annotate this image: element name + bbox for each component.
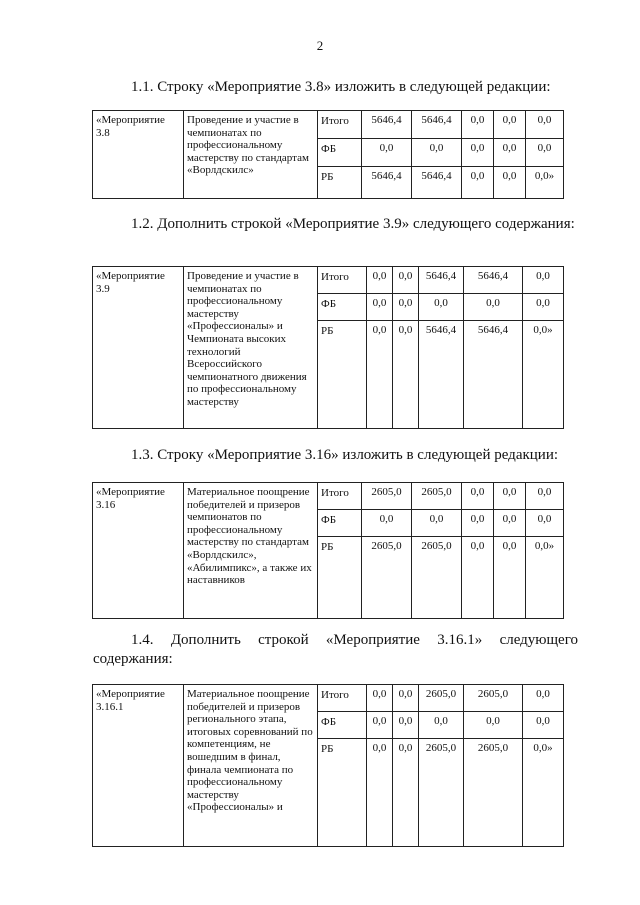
description-cell: Проведение и участие в чемпионатах по профессиональному мастерству по стандартам «Ворлдскилс»: [184, 111, 318, 199]
value-cell: 0,0»: [523, 321, 564, 429]
value-cell: 0,0: [462, 537, 494, 619]
value-cell: 5646,4: [464, 321, 523, 429]
value-cell: 0,0: [412, 510, 462, 537]
table-3-8: [92, 110, 564, 199]
value-cell: 0,0: [523, 267, 564, 294]
value-cell: 0,0: [462, 111, 494, 139]
value-cell: 5646,4: [362, 166, 412, 198]
value-cell: 0,0: [464, 294, 523, 321]
value-cell: 5646,4: [419, 267, 464, 294]
table-3-9: [92, 266, 564, 429]
source-cell: Итого: [318, 111, 362, 139]
value-cell: 0,0: [393, 739, 419, 847]
value-cell: 2605,0: [464, 739, 523, 847]
page-number: 2: [316, 38, 324, 53]
value-cell: 0,0: [523, 294, 564, 321]
value-cell: 0,0»: [526, 537, 564, 619]
source-cell: РБ: [318, 537, 362, 619]
description-cell: Материальное поощрение победителей и призеров чемпионатов по профессиональному мастерству по стандартам «Ворлдскилс», «Абилимпикс», а также их наставников: [184, 483, 318, 619]
value-cell: 0,0: [367, 321, 393, 429]
label-cell: «Мероприятие 3.16.1: [93, 685, 184, 847]
value-cell: 0,0: [367, 267, 393, 294]
value-cell: 5646,4: [419, 321, 464, 429]
value-cell: 0,0: [362, 138, 412, 166]
label-cell: «Мероприятие 3.8: [93, 111, 184, 199]
source-cell: Итого: [318, 685, 367, 712]
value-cell: 0,0: [367, 712, 393, 739]
value-cell: 0,0: [419, 712, 464, 739]
value-cell: 0,0: [367, 739, 393, 847]
value-cell: 0,0: [494, 537, 526, 619]
label-cell: «Мероприятие 3.16: [93, 483, 184, 619]
label-cell: «Мероприятие 3.9: [93, 267, 184, 429]
value-cell: 0,0: [362, 510, 412, 537]
value-cell: 2605,0: [362, 483, 412, 510]
value-cell: 0,0: [494, 166, 526, 198]
source-cell: Итого: [318, 267, 367, 294]
value-cell: 0,0»: [523, 739, 564, 847]
source-cell: ФБ: [318, 294, 367, 321]
value-cell: 0,0: [494, 510, 526, 537]
value-cell: 2605,0: [419, 685, 464, 712]
value-cell: 0,0: [367, 685, 393, 712]
value-cell: 0,0: [393, 712, 419, 739]
value-cell: 0,0: [464, 712, 523, 739]
value-cell: 0,0: [462, 166, 494, 198]
value-cell: 0,0: [523, 712, 564, 739]
paragraph-1-1: 1.1. Строку «Мероприятие 3.8» изложить в следующей редакции:: [131, 79, 551, 95]
value-cell: 0,0: [462, 138, 494, 166]
value-cell: 0,0: [393, 685, 419, 712]
source-cell: ФБ: [318, 138, 362, 166]
value-cell: 0,0: [367, 294, 393, 321]
value-cell: 0,0: [393, 294, 419, 321]
value-cell: 5646,4: [362, 111, 412, 139]
paragraph-1-2: 1.2. Дополнить строкой «Мероприятие 3.9» следующего содержания:: [131, 216, 575, 232]
value-cell: 0,0: [526, 111, 564, 139]
value-cell: 0,0: [494, 111, 526, 139]
value-cell: 0,0: [494, 138, 526, 166]
source-cell: ФБ: [318, 712, 367, 739]
value-cell: 5646,4: [412, 166, 462, 198]
value-cell: 0,0: [526, 483, 564, 510]
source-cell: РБ: [318, 739, 367, 847]
source-cell: ФБ: [318, 510, 362, 537]
description-cell: Материальное поощрение победителей и призеров регионального этапа, итоговых соревнований по компетенциям, не вошедшим в финал, финала чемпионата по профессиональному мастерству «Профессионалы» и: [184, 685, 318, 847]
value-cell: 0,0: [412, 138, 462, 166]
value-cell: 2605,0: [412, 537, 462, 619]
table-3-16: [92, 482, 564, 619]
value-cell: 0,0: [393, 267, 419, 294]
source-cell: РБ: [318, 166, 362, 198]
value-cell: 2605,0: [419, 739, 464, 847]
description-cell: Проведение и участие в чемпионатах по профессиональному мастерству «Профессионалы» и Чемпионата высоких технологий Всероссийского чемпионатного движения по профессиональному мастерству: [184, 267, 318, 429]
value-cell: 2605,0: [412, 483, 462, 510]
value-cell: 5646,4: [464, 267, 523, 294]
value-cell: 0,0: [462, 510, 494, 537]
value-cell: 0,0: [526, 138, 564, 166]
value-cell: 0,0: [419, 294, 464, 321]
source-cell: Итого: [318, 483, 362, 510]
value-cell: 0,0: [523, 685, 564, 712]
value-cell: 0,0»: [526, 166, 564, 198]
value-cell: 0,0: [494, 483, 526, 510]
value-cell: 2605,0: [362, 537, 412, 619]
source-cell: РБ: [318, 321, 367, 429]
value-cell: 0,0: [462, 483, 494, 510]
value-cell: 0,0: [393, 321, 419, 429]
table-3-16-1: [92, 684, 564, 847]
value-cell: 5646,4: [412, 111, 462, 139]
value-cell: 0,0: [526, 510, 564, 537]
paragraph-1-4: 1.4. Дополнить строкой «Мероприятие 3.16.1» следующего содержания:: [93, 632, 578, 667]
value-cell: 2605,0: [464, 685, 523, 712]
paragraph-1-3: 1.3. Строку «Мероприятие 3.16» изложить в следующей редакции:: [131, 447, 559, 463]
